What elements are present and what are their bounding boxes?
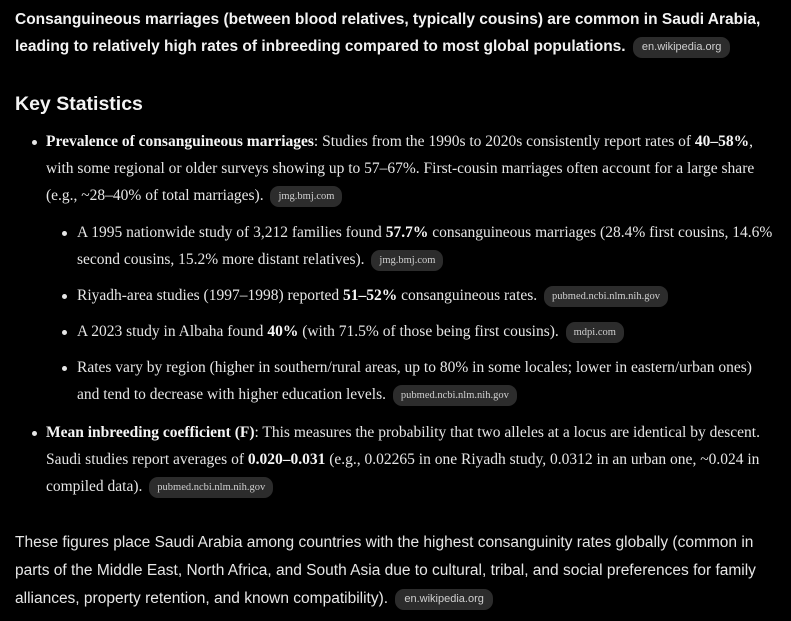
sub-text-cont: consanguineous rates. xyxy=(397,287,538,304)
sub-text-cont: (with 71.5% of those being first cousins). xyxy=(298,323,559,340)
sub-text: Riyadh-area studies (1997–1998) reported xyxy=(77,287,344,304)
list-item-1995-study xyxy=(46,219,777,273)
outro-paragraph xyxy=(15,529,779,613)
sub-text: A 2023 study in Albaha found xyxy=(77,323,268,340)
source-chip-pubmed[interactable]: pubmed.ncbi.nlm.nih.gov xyxy=(149,477,273,498)
coefficient-text-cont: (e.g., 0.02265 in one Riyadh study, 0.0312 in an urban one, ~0.024 in compiled data). xyxy=(46,451,760,495)
list-item-riyadh-studies xyxy=(46,282,777,309)
source-chip-wikipedia[interactable]: en.wikipedia.org xyxy=(633,37,731,58)
prevalence-text: : Studies from the 1990s to 2020s consistently report rates of xyxy=(313,133,695,150)
intro-text: Consanguineous marriages (between blood relatives, typically cousins) are common in Saudi Arabia, leading to relatively high rates of inbreeding compared to most global populations. xyxy=(15,11,761,55)
coefficient-highlight: 0.020–0.031 xyxy=(247,451,326,468)
list-item-regional-variation xyxy=(46,354,777,408)
coefficient-label: Mean inbreeding coefficient (F) xyxy=(46,424,255,441)
prevalence-label: Prevalence of consanguineous marriages xyxy=(46,133,314,150)
sub-text: A 1995 nationwide study of 3,212 families found xyxy=(77,224,386,241)
prevalence-sublist xyxy=(46,219,777,408)
source-chip-jmg[interactable]: jmg.bmj.com xyxy=(270,186,342,207)
source-chip-jmg[interactable]: jmg.bmj.com xyxy=(371,250,443,271)
sub-text: Rates vary by region (higher in southern/rural areas, up to 80% in some locales; lower in eastern/urban ones) and tend to decrease with higher education levels. xyxy=(77,359,752,403)
key-statistics-list xyxy=(15,128,777,511)
coefficient-text: : This measures the probability that two alleles at a locus are identical by descent. Saudi studies report averages of xyxy=(46,424,760,468)
prevalence-text-cont: , with some regional or older surveys showing up to 57–67%. First-cousin marriages often account for a large share (e.g., ~28–40% of total marriages). xyxy=(46,133,755,204)
list-item-albaha-study xyxy=(46,318,777,345)
section-heading: Key Statistics xyxy=(15,93,143,115)
intro-paragraph xyxy=(15,0,777,60)
source-chip-pubmed[interactable]: pubmed.ncbi.nlm.nih.gov xyxy=(544,286,668,307)
list-item-prevalence xyxy=(15,128,777,408)
sub-highlight: 40% xyxy=(267,323,299,340)
prevalence-highlight: 40–58% xyxy=(694,133,750,150)
source-chip-wikipedia[interactable]: en.wikipedia.org xyxy=(395,589,493,610)
sub-text-cont: consanguineous marriages (28.4% first cousins, 14.6% second cousins, 15.2% more distant relatives). xyxy=(77,224,773,268)
source-chip-pubmed[interactable]: pubmed.ncbi.nlm.nih.gov xyxy=(393,385,517,406)
sub-highlight: 51–52% xyxy=(343,287,398,304)
sub-highlight: 57.7% xyxy=(385,224,429,241)
source-chip-mdpi[interactable]: mdpi.com xyxy=(566,322,624,343)
list-item-inbreeding-coefficient xyxy=(15,419,777,500)
outro-text: These figures place Saudi Arabia among countries with the highest consanguinity rates globally (common in parts of the Middle East, North Africa, and South Asia due to cultural, tribal, and social preferences for family alliances, property retention, and known compatibility). xyxy=(15,534,756,607)
